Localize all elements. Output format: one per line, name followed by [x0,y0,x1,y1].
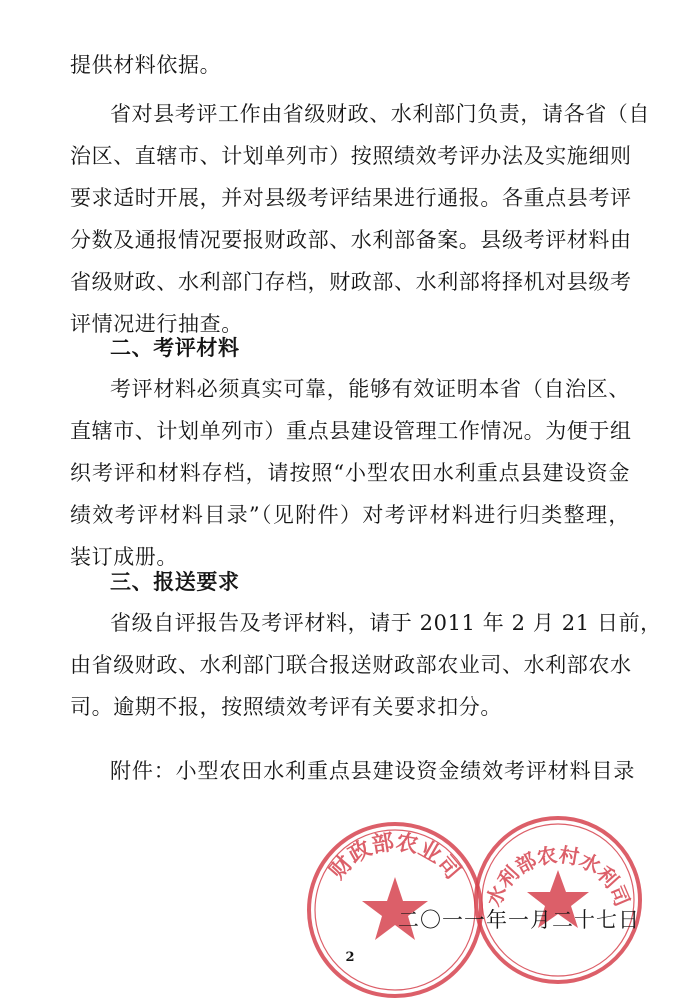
paragraph-line: 考评材料必须真实可靠，能够有效证明本省（自治区、 [110,377,630,401]
section-heading: 三、报送要求 [110,569,240,594]
attachment-line: 附件：小型农田水利重点县建设资金绩效考评材料目录 [110,759,635,783]
paragraph-line: 装订成册。 [70,545,178,569]
paragraph-line: 织考评和材料存档，请按照“小型农田水利重点县建设资金 [70,461,630,485]
paragraph-line: 分数及通报情况要报财政部、水利部备案。县级考评材料由 [70,228,632,252]
paragraph-line: 省级自评报告及考评材料，请于 2011 年 2 月 21 日前， [110,611,662,635]
paragraph-line: 绩效考评材料目录”（见附件）对考评材料进行归类整理， [70,503,630,527]
seal-right-text: 水利部农村水利司 [481,842,635,910]
document-date: 二〇一一年一月二十七日 [398,908,640,932]
paragraph-line: 提供材料依据。 [70,53,222,77]
seal-left-text: 财政部农业司 [324,829,466,885]
seal-stamp-right [468,810,648,990]
paragraph-line: 要求适时开展，并对县级考评结果进行通报。各重点县考评 [70,186,632,210]
paragraph-line: 直辖市、计划单列市）重点县建设管理工作情况。为便于组 [70,419,632,443]
paragraph-line: 评情况进行抽查。 [70,312,243,336]
paragraph-line: 司。逾期不报，按照绩效考评有关要求扣分。 [70,695,502,719]
paragraph-line: 省级财政、水利部门存档，财政部、水利部将择机对县级考 [70,270,632,294]
paragraph-line: 治区、直辖市、计划单列市）按照绩效考评办法及实施细则 [70,144,632,168]
paragraph-line: 省对县考评工作由省级财政、水利部门负责，请各省（自 [110,102,650,126]
paragraph-line: 由省级财政、水利部门联合报送财政部农业司、水利部农水 [70,653,632,677]
section-heading: 二、考评材料 [110,335,240,360]
page-number: 2 [345,950,355,965]
